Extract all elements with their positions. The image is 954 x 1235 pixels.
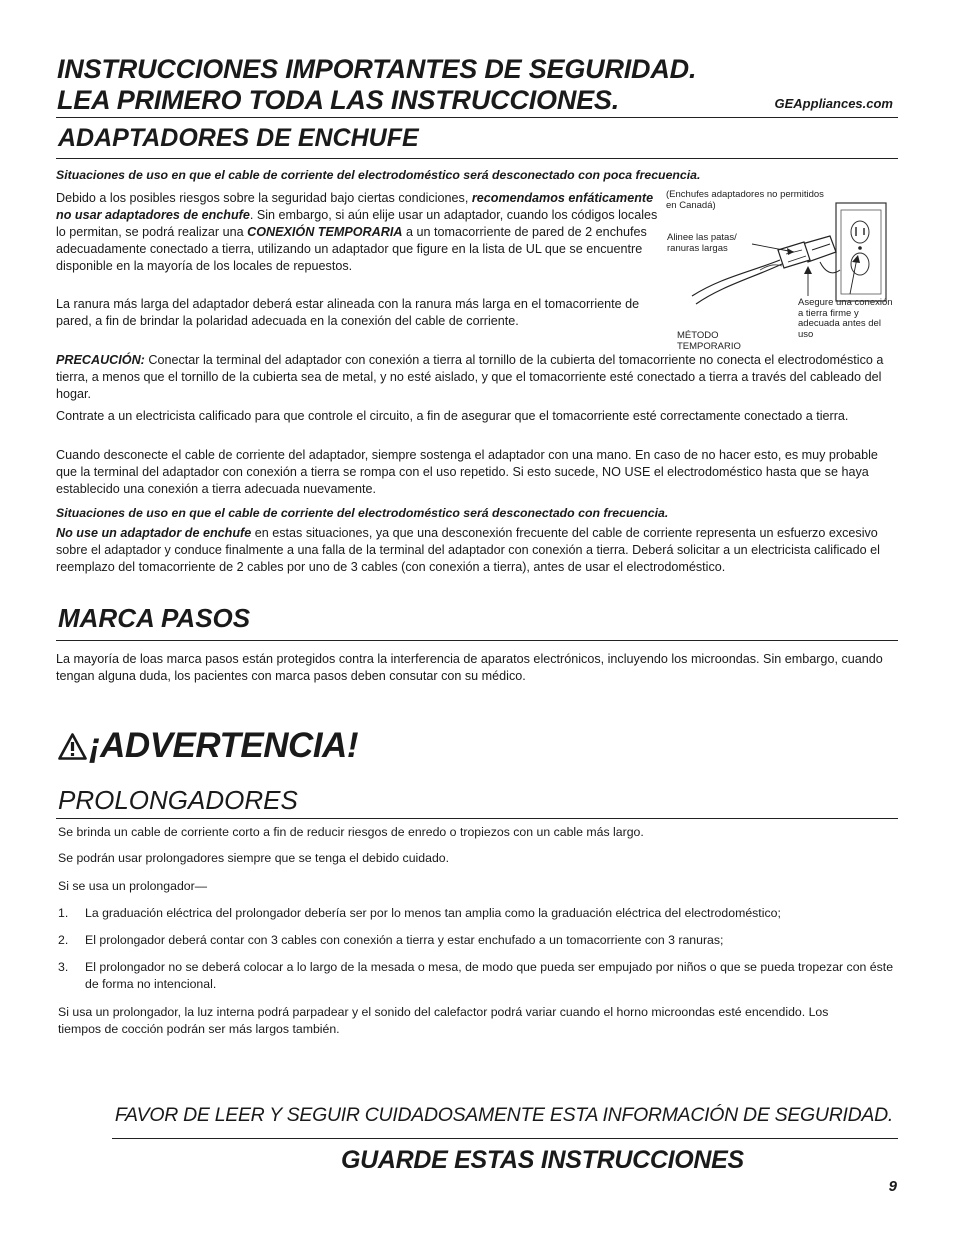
list-item-number: 1. — [58, 906, 69, 920]
extension-paragraph-1: Se brinda un cable de corriente corto a fin de reducir riesgos de enredo o tropiezos con un cable más largo. — [58, 825, 644, 839]
caution-text: Conectar la terminal del adaptador con conexión a tierra al tornillo de la cubierta del tomacorriente no conecta el electrodoméstico a tierra, a menos que el tornillo de la cubierta sea de metal, y no esté aislado, y que el tomacorriente esté conectado a tierra a través del cableado del hogar. — [56, 353, 884, 401]
pacemaker-rule — [56, 640, 898, 641]
p1-temporary-connection: CONEXIÓN TEMPORARIA — [247, 225, 403, 239]
adapters-paragraph-5 — [56, 525, 891, 576]
extension-paragraph-2: Se podrán usar prolongadores siempre que se tenga el debido cuidado. — [58, 851, 450, 865]
adapter-illustration — [690, 200, 895, 310]
figure-secure-label: Asegure una conexión a tierra firme y adecuada antes del uso — [798, 297, 893, 340]
p5-text: en estas situaciones, ya que una desconexión frecuente del cable de corriente representa un esfuerzo excesivo sobre el adaptador y conduce finalmente a una falla de la terminal del adaptador con conexión a tierra. Deberá solicitar a un electricista calificado el reemplazo del tomacorriente de 2 cables por uno de 3 cables (con conexión a tierra), antes de usar el electrodoméstico. — [56, 526, 880, 574]
list-item-text: El prolongador deberá contar con 3 cables con conexión a tierra y estar enchufado a un tomacorriente con 3 ranuras; — [85, 933, 724, 947]
adapters-subheading-1: Situaciones de uso en que el cable de corriente del electrodoméstico será desconectado con poca frecuencia. — [56, 168, 701, 182]
read-safety-note: FAVOR DE LEER Y SEGUIR CUIDADOSAMENTE ESTA INFORMACIÓN DE SEGURIDAD. — [114, 1104, 893, 1126]
adapters-paragraph-4: Cuando desconecte el cable de corriente del adaptador, siempre sostenga el adaptador con una mano. En caso de no hacer esto, es muy probable que la terminal del adaptador con conexión a tierra se rompa con el uso repetido. Si esto sucede, NO USE el electrodoméstico hasta que se haya establecido una conexión a tierra adecuada nuevamente. — [56, 448, 878, 496]
list-item-text: El prolongador no se deberá colocar a lo largo de la mesada o mesa, de modo que pueda ser empujado por niños o que se pueda tropezar con éste de forma no intencional. — [85, 960, 894, 991]
p1-text-c: . Sin embargo, si aún elije usar un adaptador, cuando los códigos locales lo permitan, se podrá realizar una — [56, 208, 658, 239]
section-title-extension-cords: PROLONGADORES — [58, 785, 298, 815]
adapters-paragraph-3: Contrate a un electricista calificado para que controle el circuito, a fin de asegurar que el tomacorriente esté correctamente conectado a tierra. — [56, 409, 849, 423]
figure-align-label: Alinee las patas/ ranuras largas — [667, 232, 737, 254]
list-item-number: 3. — [58, 960, 69, 974]
save-instructions: GUARDE ESTAS INSTRUCCIONES — [341, 1146, 744, 1174]
header-rule — [56, 117, 898, 118]
website-link[interactable]: GEAppliances.com — [774, 96, 893, 111]
footer-rule — [112, 1138, 898, 1139]
p5-label: No use un adaptador de enchufe — [56, 526, 252, 540]
warning-triangle-icon — [58, 733, 87, 760]
adapters-paragraph-2: La ranura más larga del adaptador deberá estar alineada con la ranura más larga en el tomacorriente de pared, a fin de brindar la polaridad adecuada en la conexión del cable de corriente. — [56, 297, 640, 328]
page-title-line2: LEA PRIMERO TODA LAS INSTRUCCIONES. — [57, 85, 620, 115]
list-item-number: 2. — [58, 933, 69, 947]
adapters-paragraph-1 — [56, 190, 664, 275]
caution-label: PRECAUCIÓN: — [56, 353, 145, 367]
extension-rule — [56, 818, 898, 819]
extension-paragraph-3: Si se usa un prolongador— — [58, 879, 208, 893]
figure-canada-note: (Enchufes adaptadores no permitidos en Canadá) — [666, 189, 824, 211]
caution-paragraph — [56, 352, 898, 403]
page-number: 9 — [888, 1178, 897, 1195]
figure-method-label: MÉTODO TEMPORARIO — [677, 330, 741, 352]
list-item-text: La graduación eléctrica del prolongador debería ser por lo menos tan amplia como la graduación eléctrica del electrodoméstico; — [85, 906, 781, 920]
warning-title: ¡ADVERTENCIA! — [89, 726, 358, 765]
section-title-pacemaker: MARCA PASOS — [58, 603, 251, 633]
warning-heading — [58, 725, 358, 767]
section-title-adapters: ADAPTADORES DE ENCHUFE — [58, 124, 419, 152]
extension-paragraph-4: Si usa un prolongador, la luz interna podrá parpadear y el sonido del calefactor podrá variar cuando el horno microondas esté encendido. Los tiempos de cocción podrán ser más largos también. — [58, 1005, 829, 1036]
p1-emphasis: recomendamos enfáticamente no usar adaptadores de enchufe — [56, 191, 654, 222]
pacemaker-paragraph: La mayoría de loas marca pasos están protegidos contra la interferencia de aparatos electrónicos, incluyendo los microondas. Sin embargo, cuando tengan alguna duda, los pacientes con marca pasos deben consutar con su médico. — [56, 652, 883, 683]
page-title-line1: INSTRUCCIONES IMPORTANTES DE SEGURIDAD. — [57, 54, 697, 84]
adapters-subheading-2: Situaciones de uso en que el cable de corriente del electrodoméstico será desconectado con frecuencia. — [56, 506, 669, 520]
p1-text-a: Debido a los posibles riesgos sobre la seguridad bajo ciertas condiciones, — [56, 191, 472, 205]
adapters-rule — [56, 158, 898, 159]
p1-text-e: a un tomacorriente de pared de 2 enchufes adecuadamente conectado a tierra, utilizando un adaptador que figure en la lista de UL que se encuentre disponible en la mayoría de los locales de repuestos. — [56, 225, 647, 273]
